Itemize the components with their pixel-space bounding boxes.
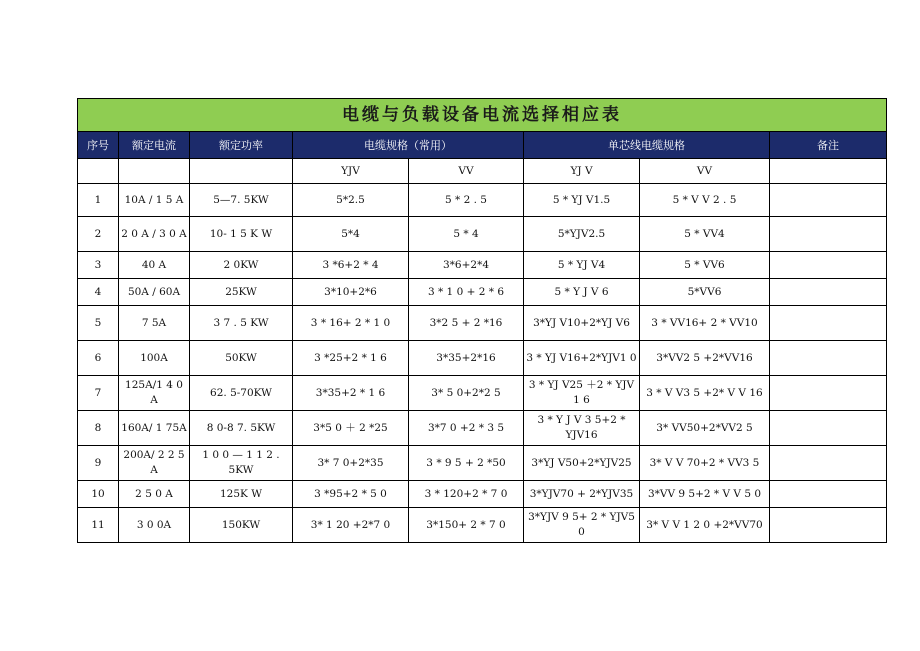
cell-single-yjv: 5 * YJ V4 (524, 252, 640, 279)
cell-cable-vv: 5 * 2 . 5 (409, 184, 524, 217)
cell-remarks (770, 252, 887, 279)
cell-single-vv: 5 * VV6 (640, 252, 770, 279)
cell-rated-current: 2 5 0 A (119, 481, 190, 508)
subheader-single-yjv: YJ V (524, 159, 640, 184)
cell-single-yjv: 5 * YJ V1.5 (524, 184, 640, 217)
cell-rated-power: 2 0KW (190, 252, 293, 279)
cell-rated-current: 7 5A (119, 306, 190, 341)
cell-cable-vv: 3*35+2*16 (409, 341, 524, 376)
title-row (78, 99, 887, 132)
cell-cable-yjv: 5*4 (293, 217, 409, 252)
cell-index: 1 (78, 184, 119, 217)
cell-index: 10 (78, 481, 119, 508)
header-index: 序号 (78, 132, 119, 159)
cell-cable-vv: 3*2 5 + 2 *16 (409, 306, 524, 341)
table-row (78, 508, 887, 543)
cell-cable-yjv: 3 *6+2 * 4 (293, 252, 409, 279)
cell-rated-current: 40 A (119, 252, 190, 279)
table-body (78, 184, 887, 543)
cell-remarks (770, 217, 887, 252)
table-row (78, 306, 887, 341)
cell-cable-yjv: 3 *95+2 * 5 0 (293, 481, 409, 508)
cell-cable-yjv: 3* 1 20 +2*7 0 (293, 508, 409, 543)
cell-single-vv: 3*VV2 5 +2*VV16 (640, 341, 770, 376)
cell-single-yjv: 3*YJV 9 5+ 2 * YJV5 0 (524, 508, 640, 543)
cell-rated-current: 10A / 1 5 A (119, 184, 190, 217)
header-rated-current: 额定电流 (119, 132, 190, 159)
cell-rated-power: 5—7. 5KW (190, 184, 293, 217)
cell-rated-power: 125K W (190, 481, 293, 508)
header-row (78, 132, 887, 159)
cell-remarks (770, 341, 887, 376)
cell-cable-yjv: 3*5 0 ＋ 2 *25 (293, 411, 409, 446)
subheader-cable-vv: VV (409, 159, 524, 184)
cell-remarks (770, 279, 887, 306)
subheader-cell (190, 159, 293, 184)
cell-remarks (770, 376, 887, 411)
cell-single-vv: 3*VV 9 5+2 * V V 5 0 (640, 481, 770, 508)
table-row (78, 481, 887, 508)
cell-rated-current: 200A/ 2 2 5 A (119, 446, 190, 481)
cell-single-vv: 3 * VV16+ 2 * VV10 (640, 306, 770, 341)
cell-single-yjv: 3*YJV70 + 2*YJV35 (524, 481, 640, 508)
cell-index: 6 (78, 341, 119, 376)
cell-index: 11 (78, 508, 119, 543)
cell-remarks (770, 481, 887, 508)
cell-cable-vv: 3 * 120+2 * 7 0 (409, 481, 524, 508)
cell-rated-current: 100A (119, 341, 190, 376)
table-row (78, 411, 887, 446)
header-rated-power: 额定功率 (190, 132, 293, 159)
cell-index: 9 (78, 446, 119, 481)
cell-cable-vv: 3*7 0 +2 * 3 5 (409, 411, 524, 446)
table-row (78, 376, 887, 411)
table-row (78, 184, 887, 217)
cell-cable-yjv: 3*35+2 * 1 6 (293, 376, 409, 411)
cell-remarks (770, 306, 887, 341)
table-row (78, 446, 887, 481)
cell-cable-vv: 3 * 9 5 + 2 *50 (409, 446, 524, 481)
cell-single-yjv: 3 * YJ V25 ＋2 * YJV 1 6 (524, 376, 640, 411)
cell-single-yjv: 3 * Y J V 3 5+2 * YJV16 (524, 411, 640, 446)
cell-cable-yjv: 3* 7 0+2*35 (293, 446, 409, 481)
cell-rated-power: 1 0 0 — 1 1 2 . 5KW (190, 446, 293, 481)
table-row (78, 252, 887, 279)
cell-rated-current: 2 0 A / 3 0 A (119, 217, 190, 252)
cell-cable-vv: 3 * 1 0 + 2 * 6 (409, 279, 524, 306)
cell-cable-vv: 5 * 4 (409, 217, 524, 252)
cell-remarks (770, 184, 887, 217)
cell-index: 8 (78, 411, 119, 446)
table-row (78, 279, 887, 306)
cell-index: 7 (78, 376, 119, 411)
subheader-cell (770, 159, 887, 184)
cell-rated-current: 50A / 60A (119, 279, 190, 306)
cell-cable-yjv: 5*2.5 (293, 184, 409, 217)
cell-single-vv: 5*VV6 (640, 279, 770, 306)
table-row (78, 341, 887, 376)
cell-rated-power: 3 7 . 5 KW (190, 306, 293, 341)
cell-rated-current: 160A/ 1 75A (119, 411, 190, 446)
cell-rated-current: 125A/1 4 0 A (119, 376, 190, 411)
subheader-row (78, 159, 887, 184)
cell-remarks (770, 508, 887, 543)
cell-single-yjv: 3 * YJ V16+2*YJV1 0 (524, 341, 640, 376)
subheader-cell (119, 159, 190, 184)
header-cable-spec: 电缆规格（常用） (293, 132, 524, 159)
cell-rated-power: 50KW (190, 341, 293, 376)
cell-rated-current: 3 0 0A (119, 508, 190, 543)
cell-rated-power: 25KW (190, 279, 293, 306)
subheader-single-vv: VV (640, 159, 770, 184)
cable-selection-table (77, 98, 887, 543)
cell-remarks (770, 411, 887, 446)
cell-index: 5 (78, 306, 119, 341)
cell-single-vv: 3* VV50+2*VV2 5 (640, 411, 770, 446)
table-row (78, 217, 887, 252)
cell-single-vv: 3* V V 70+2 * VV3 5 (640, 446, 770, 481)
cell-rated-power: 10- 1 5 K W (190, 217, 293, 252)
cell-remarks (770, 446, 887, 481)
header-single-core-spec: 单芯线电缆规格 (524, 132, 770, 159)
cell-cable-yjv: 3 *25+2 * 1 6 (293, 341, 409, 376)
cell-rated-power: 8 0-8 7. 5KW (190, 411, 293, 446)
cell-index: 4 (78, 279, 119, 306)
cell-single-vv: 5 * VV4 (640, 217, 770, 252)
cell-single-vv: 5 * V V 2 . 5 (640, 184, 770, 217)
cell-cable-yjv: 3*10+2*6 (293, 279, 409, 306)
cell-index: 2 (78, 217, 119, 252)
cell-cable-yjv: 3 * 16+ 2 * 1 0 (293, 306, 409, 341)
header-remarks: 备注 (770, 132, 887, 159)
cell-single-yjv: 3*YJ V10+2*YJ V6 (524, 306, 640, 341)
subheader-cable-yjv: YJV (293, 159, 409, 184)
subheader-cell (78, 159, 119, 184)
cell-single-vv: 3* V V 1 2 0 +2*VV70 (640, 508, 770, 543)
cell-cable-vv: 3* 5 0+2*2 5 (409, 376, 524, 411)
cell-cable-vv: 3*6+2*4 (409, 252, 524, 279)
cell-single-yjv: 3*YJ V50+2*YJV25 (524, 446, 640, 481)
cell-single-yjv: 5*YJV2.5 (524, 217, 640, 252)
cell-single-vv: 3 * V V3 5 +2* V V 16 (640, 376, 770, 411)
cell-cable-vv: 3*150+ 2 * 7 0 (409, 508, 524, 543)
cell-single-yjv: 5 * Y J V 6 (524, 279, 640, 306)
table-title: 电缆与负载设备电流选择相应表 (78, 99, 887, 132)
cell-rated-power: 150KW (190, 508, 293, 543)
cell-index: 3 (78, 252, 119, 279)
cell-rated-power: 62. 5-70KW (190, 376, 293, 411)
